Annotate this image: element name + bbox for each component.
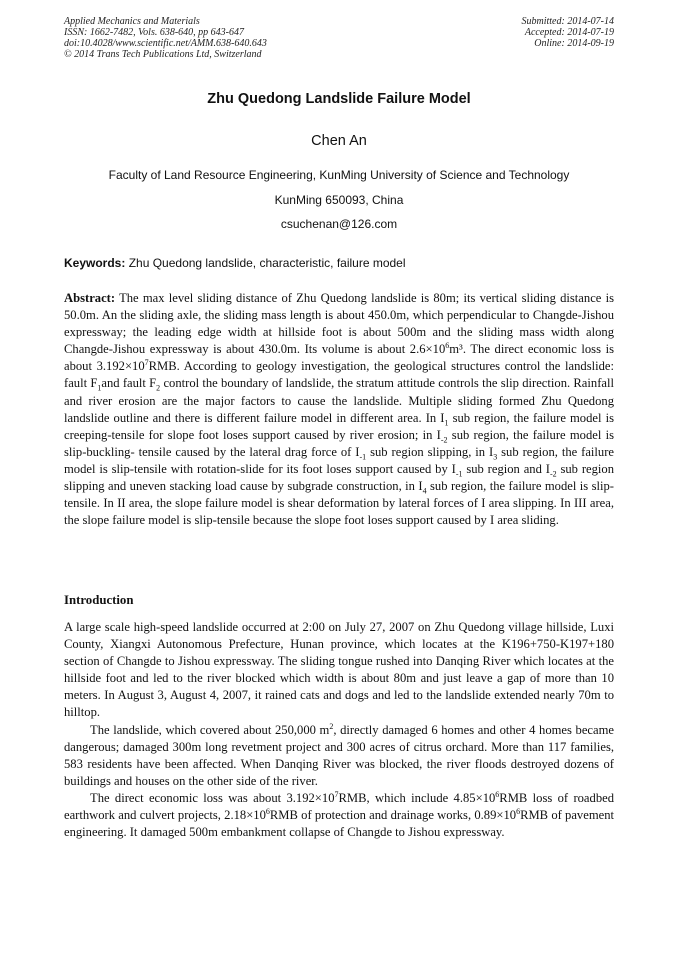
journal-issn: ISSN: 1662-7482, Vols. 638-640, pp 643-647 <box>64 27 244 38</box>
abstract <box>64 290 614 529</box>
journal-copyright: © 2014 Trans Tech Publications Ltd, Switzerland <box>64 49 262 60</box>
journal-name: Applied Mechanics and Materials <box>64 16 200 27</box>
introduction-body <box>64 619 614 841</box>
affiliation-line: Faculty of Land Resource Engineering, KunMing University of Science and Technology <box>108 168 570 182</box>
keywords-label: Keywords: <box>64 256 126 270</box>
intro-paragraph: A large scale high-speed landslide occurred at 2:00 on July 27, 2007 on Zhu Quedong village hillside, Luxi County, Xiangxi Autonomous Prefecture, Hunan province, which locates at the K196+750-K197+180 section of Changde to Jishou expressway. The sliding tongue rushed into Danqing River which locates at the hillside foot and led to the river blocked which width is about 80m and just leave a gap of more than 10 meters. In August 3, August 4, 2007, it rained cats and dogs and led to the landslide extended nearly 70m to hilltop. <box>64 620 614 720</box>
paper-title: Zhu Quedong Landslide Failure Model <box>207 91 471 107</box>
keywords-text: Zhu Quedong landslide, characteristic, failure model <box>128 256 406 270</box>
author-name: Chen An <box>311 133 367 149</box>
abstract-label: Abstract: <box>64 291 116 305</box>
intro-paragraph: The direct economic loss was about $3.192\times 10^7RMB$, which include $4.85\times 10^6RMB$ loss of roadbed earthwork and culvert projects, $2.18\times 10^6RMB$ of protection and drainage works, $0.89\times 10^6RMB$ of pavement engineering. It damaged 500m embankment collapse of Changde to Jishou expressway. <box>64 789 614 840</box>
journal-header-left <box>64 16 267 60</box>
intro-paragraph: The landslide, which covered about 250,000 $m^2$, directly damaged 6 homes and other 4 homes became dangerous; damaged 300m long revetment project and 300 acres of citrus orchard. More than 117 families, 583 residents have been affected. When Danqing River was blocked, the river floods destroyed dozens of buildings and houses on the other side of the river. <box>64 721 614 788</box>
keywords <box>64 256 616 270</box>
submitted-date: Submitted: 2014-07-14 <box>521 16 614 27</box>
accepted-date: Accepted: 2014-07-19 <box>524 27 614 38</box>
affiliation-city: KunMing 650093, China <box>274 193 404 207</box>
section-heading-introduction: Introduction <box>64 593 134 607</box>
online-date: Online: 2014-09-19 <box>534 38 614 49</box>
journal-header-right <box>522 16 615 49</box>
journal-doi: doi:10.4028/www.scientific.net/AMM.638-640.643 <box>64 38 267 49</box>
author-email: csuchenan@126.com <box>280 217 398 231</box>
abstract-text: The max level sliding distance of Zhu Quedong landslide is 80m; its vertical sliding distance is 50.0m. An the sliding axle, the sliding mass length is about 450.0m, which perpendicular to Changde-Jishou expressway; the leading edge width at hillside foot is about 500m and the sliding mass width along Changde-Jishou expressway is about 430.0m. Its volume is about $2.6\times 10^6m^3$. The direct economic loss is about $3.192\times 10^7RMB$. According to geology investigation, the geological structures control the landslide: fault $F_1and$ fault $F_2$ control the boundary of landslide, the stratum attitude controls the slip direction. Rainfall and river erosion are the major factors to cause the landslide. Multiple sliding formed Zhu Quedong landslide outline and there is different failure model in different area. In $I_1$ sub region, the failure model is creeping-tensile for slope foot loses support caused by river erosion; in $I_{-2}$ sub region, the failure model is slip-buckling- tensile caused by the lateral drag force of $I_{-1}$ sub region slipping, in $I_3$ sub region, the failure model is slip-tensile with rotation-slide for its foot loses support caused by $I_{-1}$ sub region and $I_{-2}$ sub region slipping and uneven stacking load cause by subgrade construction, in $I_4$ sub region, the failure model is slip-tensile. In II area, the slope failure model is shear deformation by lateral forces of I area slipping. In III area, the slope failure model is slip-tensile because the slope foot loses support caused by I area sliding. <box>64 291 614 528</box>
